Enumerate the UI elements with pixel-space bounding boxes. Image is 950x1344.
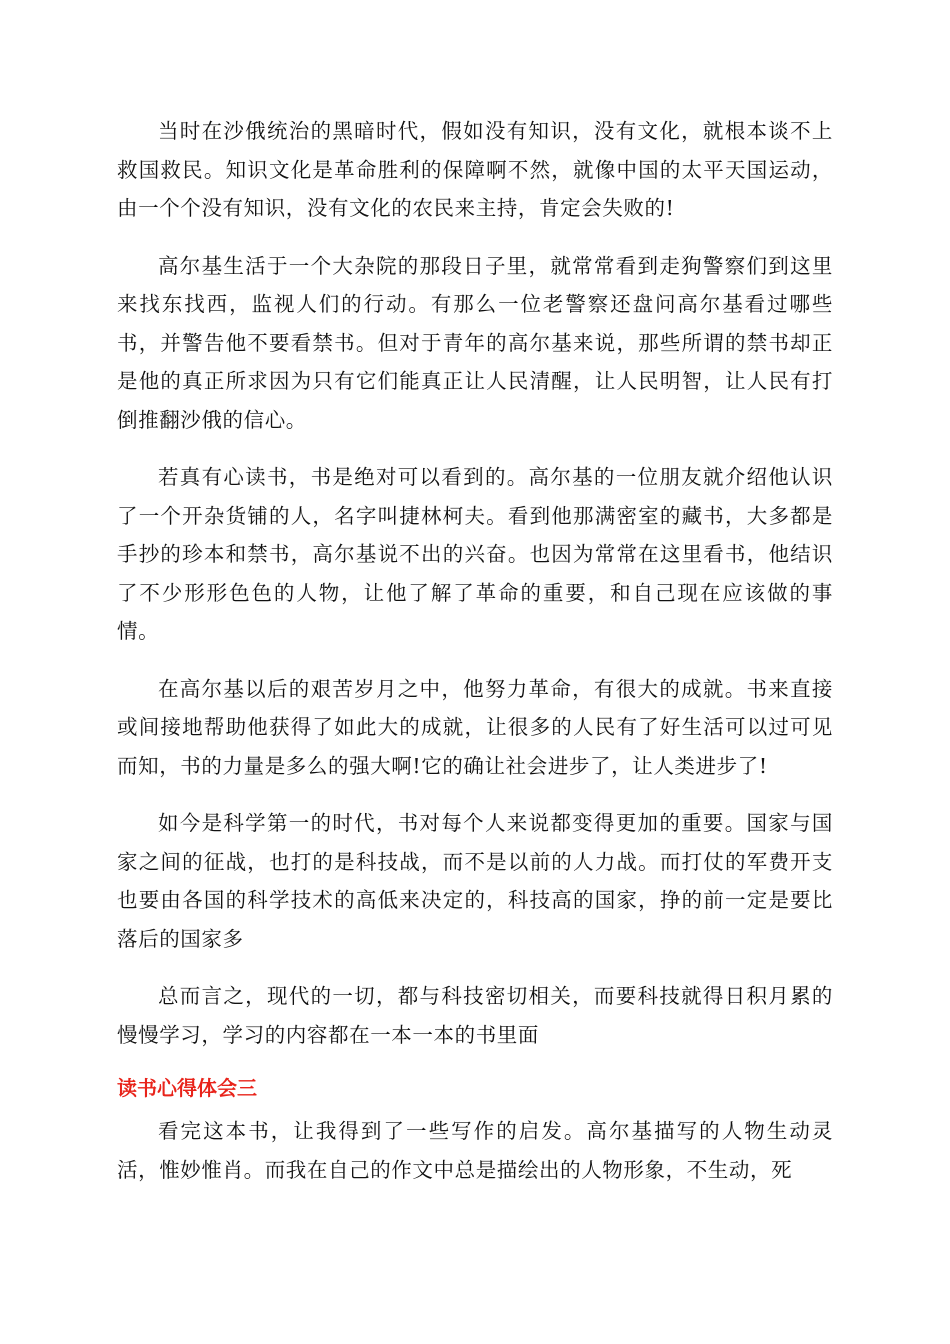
- paragraph-4: 在高尔基以后的艰苦岁月之中，他努力革命，有很大的成就。书来直接或间接地帮助他获得了如此大的成就，让很多的人民有了好生活可以过可见而知，书的力量是多么的强大啊!它的确让社会进步了，让人类进步了!: [117, 676, 833, 778]
- paragraph-5: 如今是科学第一的时代，书对每个人来说都变得更加的重要。国家与国家之间的征战，也打的是科技战，而不是以前的人力战。而打仗的军费开支也要由各国的科学技术的高低来决定的，科技高的国家，挣的前一定是要比落后的国家多: [117, 811, 833, 951]
- section-heading: 读书心得体会三: [117, 1076, 257, 1100]
- document-page: [117, 112, 833, 1208]
- paragraph-3: 若真有心读书，书是绝对可以看到的。高尔基的一位朋友就介绍他认识了一个开杂货铺的人，名字叫捷林柯夫。看到他那满密室的藏书，大多都是手抄的珍本和禁书，高尔基说不出的兴奋。也因为常常在这里看书，他结识了不少形形色色的人物，让他了解了革命的重要，和自己现在应该做的事情。: [117, 465, 833, 643]
- paragraph-1: 当时在沙俄统治的黑暗时代，假如没有知识，没有文化，就根本谈不上救国救民。知识文化是革命胜利的保障啊不然，就像中国的太平天国运动，由一个个没有知识，没有文化的农民来主持，肯定会失败的!: [117, 119, 833, 220]
- paragraph-2: 高尔基生活于一个大杂院的那段日子里，就常常看到走狗警察们到这里来找东找西，监视人们的行动。有那么一位老警察还盘问高尔基看过哪些书，并警告他不要看禁书。但对于青年的高尔基来说，那些所谓的禁书却正是他的真正所求因为只有它们能真正让人民清醒，让人民明智，让人民有打倒推翻沙俄的信心。: [117, 253, 833, 432]
- paragraph-7: 看完这本书，让我得到了一些写作的启发。高尔基描写的人物生动灵活，惟妙惟肖。而我在自己的作文中总是描绘出的人物形象，不生动，死: [117, 1119, 833, 1182]
- paragraph-6: 总而言之，现代的一切，都与科技密切相关，而要科技就得日积月累的慢慢学习，学习的内容都在一本一本的书里面: [117, 984, 833, 1047]
